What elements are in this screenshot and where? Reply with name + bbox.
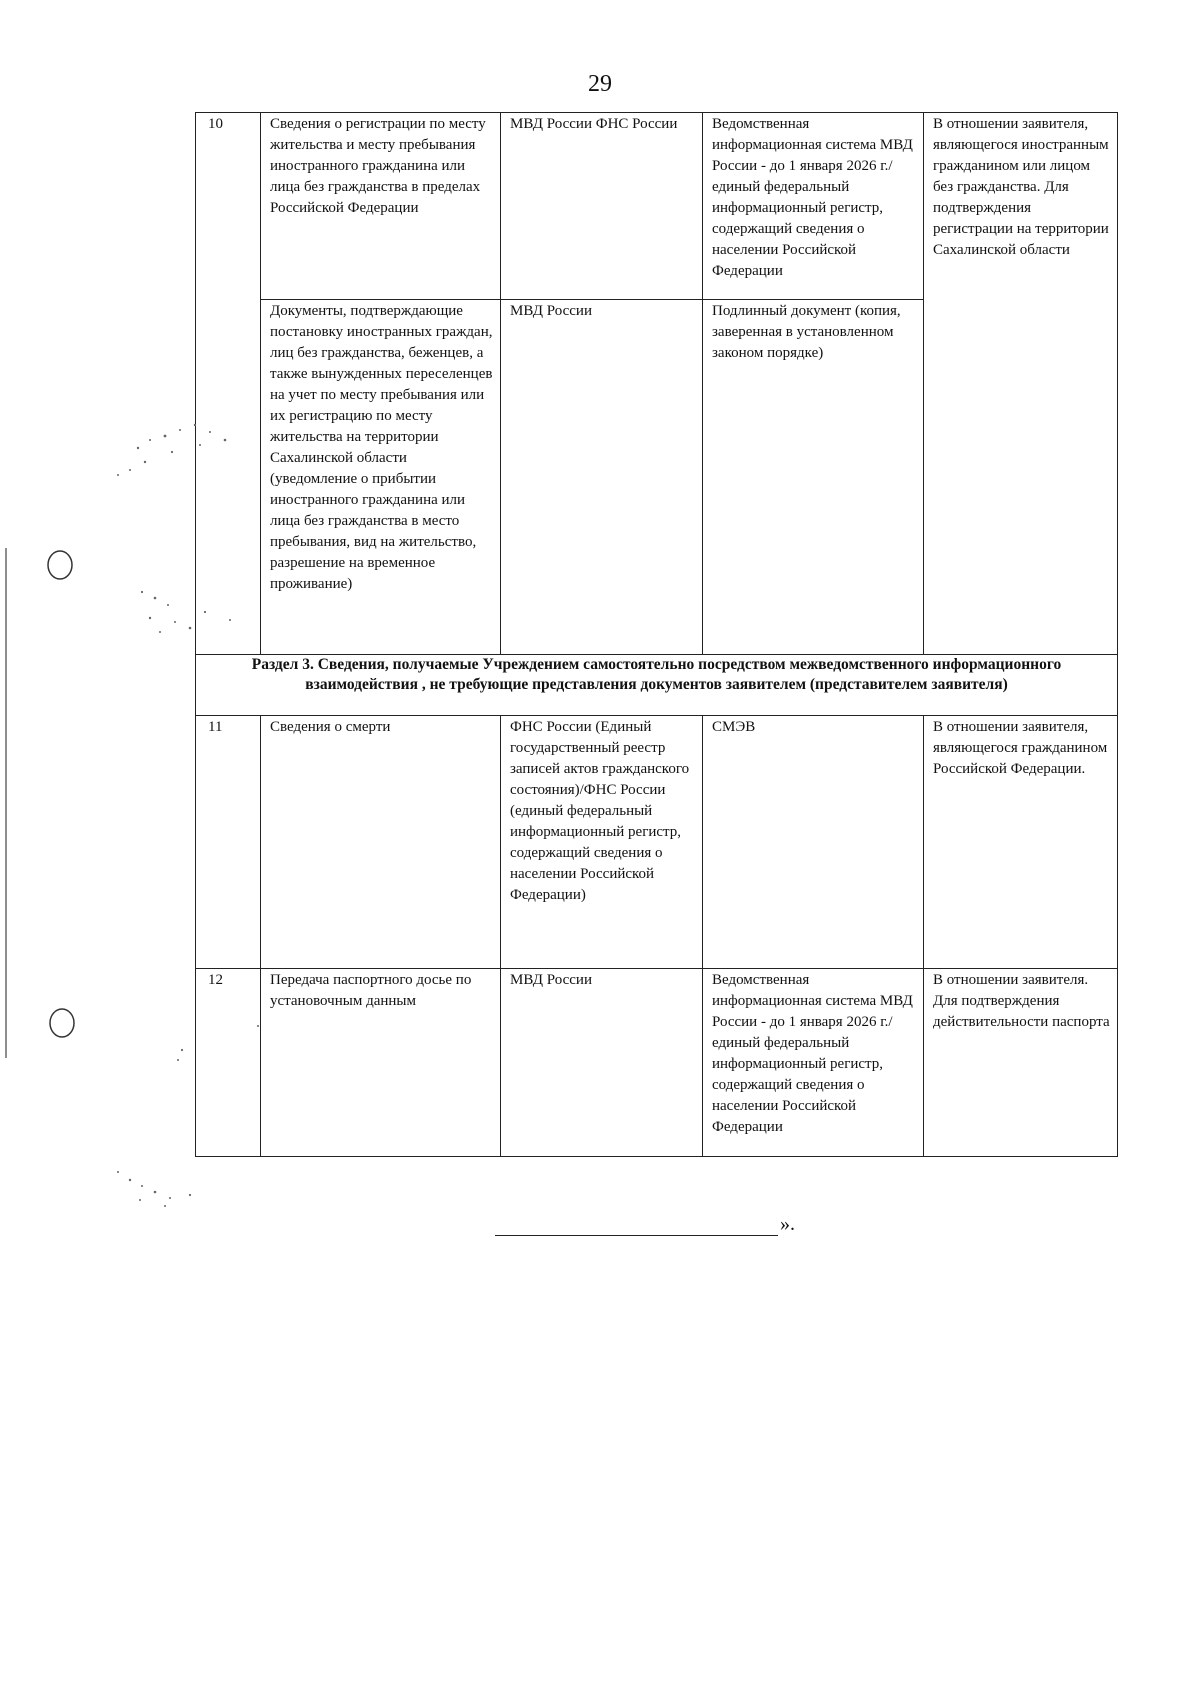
- note-text: В отношении заявителя, являющегося гражданином Российской Федерации.: [933, 719, 1108, 777]
- note-text: В отношении заявителя, являющегося иностранным гражданином или лицом без гражданства. Для подтверждения регистрации на территории Сахалинской области: [933, 116, 1109, 258]
- info-cell: [261, 113, 501, 300]
- source-cell: [501, 969, 703, 1157]
- info-cell: [261, 300, 501, 655]
- method-cell: [703, 113, 924, 300]
- method-text: Ведомственная информационная система МВД России - до 1 января 2026 г./единый федеральный информационный регистр, содержащий сведения о населении Российской Федерации: [712, 972, 913, 1135]
- punch-hole-mark: [48, 551, 72, 579]
- closing-quote: ».: [780, 1213, 795, 1235]
- info-text: Документы, подтверждающие постановку иностранных граждан, лиц без гражданства, беженцев, а также вынужденных переселенцев на учет по месту пребывания или их регистрацию по месту жительства на территории Сахалинской области (уведомление о прибытии иностранного гражданина или лица без гражданства в место пребывания, вид на жительство, разрешение на временное проживание): [270, 303, 493, 592]
- info-cell: [261, 969, 501, 1157]
- row-number: 10: [196, 113, 261, 655]
- info-text: Сведения о смерти: [270, 719, 391, 735]
- source-cell: [501, 300, 703, 655]
- section-header: Раздел 3. Сведения, получаемые Учреждением самостоятельно посредством межведомственного информационного взаимодействия , не требующие представления документов заявителем (представителем заявителя): [196, 655, 1118, 716]
- note-cell: [924, 969, 1118, 1157]
- method-cell: [703, 969, 924, 1157]
- source-text: МВД России: [510, 972, 592, 988]
- information-table: [195, 112, 1118, 1157]
- row-number: 12: [196, 969, 261, 1157]
- closing-underline: [495, 1215, 778, 1236]
- note-cell: [924, 716, 1118, 969]
- info-cell: [261, 716, 501, 969]
- info-text: Передача паспортного досье по установочным данным: [270, 972, 472, 1009]
- note-text: В отношении заявителя. Для подтверждения действительности паспорта: [933, 972, 1110, 1030]
- note-cell: [924, 113, 1118, 655]
- closing-line: [495, 1212, 795, 1236]
- section-header-row: [196, 655, 1118, 716]
- row-number: 11: [196, 716, 261, 969]
- source-text: МВД России ФНС России: [510, 116, 678, 132]
- method-text: Подлинный документ (копия, заверенная в установленном законом порядке): [712, 303, 901, 361]
- source-cell: [501, 716, 703, 969]
- method-cell: [703, 716, 924, 969]
- table-row: [196, 113, 1118, 300]
- source-text: МВД России: [510, 303, 592, 319]
- method-text: Ведомственная информационная система МВД России - до 1 января 2026 г./единый федеральный информационный регистр, содержащий сведения о населении Российской Федерации: [712, 116, 913, 279]
- method-cell: [703, 300, 924, 655]
- info-text: Сведения о регистрации по месту жительства и месту пребывания иностранного гражданина или лица без гражданства в пределах Российской Федерации: [270, 116, 486, 216]
- table-row: [196, 716, 1118, 969]
- table-row: [196, 969, 1118, 1157]
- punch-hole-mark: [50, 1009, 74, 1037]
- page-number: 29: [588, 71, 612, 97]
- method-text: СМЭВ: [712, 719, 756, 735]
- source-cell: [501, 113, 703, 300]
- source-text: ФНС России (Единый государственный реестр записей актов гражданского состояния)/ФНС России (единый федеральный информационный регистр, содержащий сведения о населении Российской Федерации): [510, 719, 690, 903]
